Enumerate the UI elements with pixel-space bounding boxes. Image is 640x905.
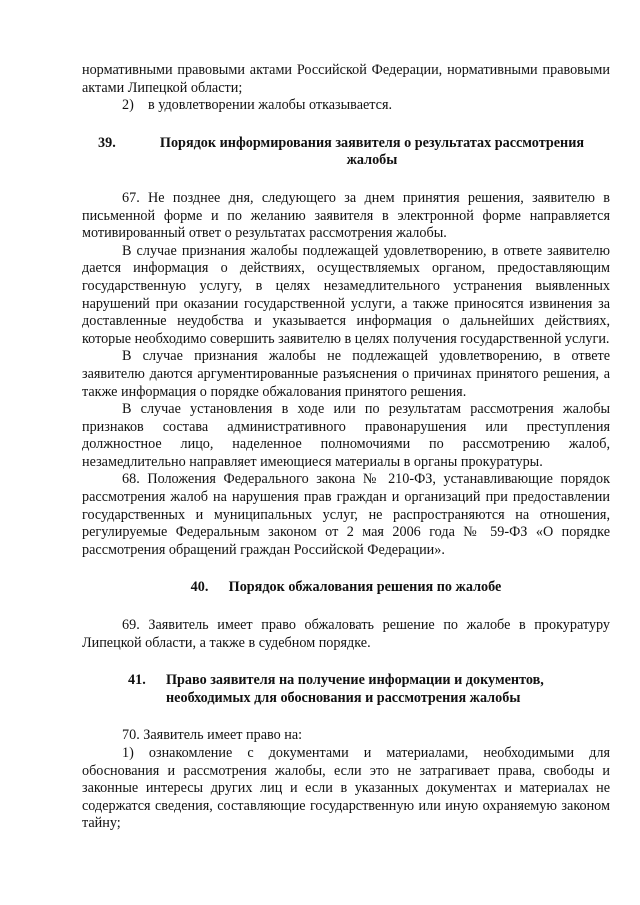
section-40-number: 40. — [190, 579, 209, 596]
section-41-number: 41. — [128, 672, 146, 689]
section-39-heading — [98, 135, 610, 170]
paragraph-67-approval: В случае признания жалобы подлежащей удовлетворению, в ответе заявителю дается информация о действиях, осуществляемых органом, предоставляющим государственную услугу, в целях незамедлительного устранения выявленных нарушений при оказании государственной услуги, а также приносятся извинения за доставленные неудобства и указывается информация о дальнейших действиях, которые необходимо совершить заявителю в целях получения государственной услуги. — [82, 242, 610, 347]
intro-paragraph: нормативными правовыми актами Российской Федерации, нормативными правовыми актами Липецкой области; — [82, 62, 610, 96]
section-40-title: Порядок обжалования решения по жалобе — [228, 579, 502, 596]
paragraph-70-item-1: 1) ознакомление с документами и материалами, необходимыми для обоснования и рассмотрения жалобы, если это не затрагивает права, свободы и законные интересы других лиц и если в указанных документах и материалах не содержатся сведения, составляющие государственную или иную охраняемую законом тайну; — [82, 745, 610, 832]
section-41-heading — [128, 672, 610, 707]
section-41-title — [166, 672, 544, 707]
section-41-title-line-2: необходимых для обоснования и рассмотрения жалобы — [166, 689, 521, 706]
paragraph-69: 69. Заявитель имеет право обжаловать решение по жалобе в прокуратуру Липецкой области, а также в судебном порядке. — [82, 617, 610, 651]
paragraph-70: 70. Заявитель имеет право на: — [122, 727, 303, 744]
section-40-heading — [82, 579, 610, 597]
document-page — [82, 62, 610, 833]
section-39-title: Порядок информирования заявителя о результатах рассмотрения жалобы — [159, 134, 585, 169]
section-41-title-line-1: Право заявителя на получение информации и документов, — [166, 672, 544, 689]
section-39-number: 39. — [98, 134, 116, 151]
paragraph-67: 67. Не позднее дня, следующего за днем принятия решения, заявителю в письменной форме и по желанию заявителя в электронной форме направляется мотивированный ответ о результатах рассмотрения жалобы. — [82, 189, 610, 242]
paragraph-68: 68. Положения Федерального закона № 210-ФЗ, устанавливающие порядок рассмотрения жалоб на нарушения прав граждан и организаций при предоставлении государственных и муниципальных услуг, не распространяются на отношения, регулируемые Федеральным законом от 2 мая 2006 года № 59-ФЗ «О порядке рассмотрения обращений граждан Российской Федерации». — [82, 471, 610, 558]
intro-item-2: 2) в удовлетворении жалобы отказывается. — [122, 97, 393, 114]
paragraph-67-violation: В случае установления в ходе или по результатам рассмотрения жалобы признаков состава административного правонарушения или преступления должностное лицо, наделенное полномочиями по рассмотрению жалоб, незамедлительно направляет имеющиеся материалы в органы прокуратуры. — [82, 401, 610, 470]
paragraph-67-rejection: В случае признания жалобы не подлежащей удовлетворению, в ответе заявителю даются аргументированные разъяснения о причинах принятого решения, а также информация о порядке обжалования принятого решения. — [82, 348, 610, 400]
